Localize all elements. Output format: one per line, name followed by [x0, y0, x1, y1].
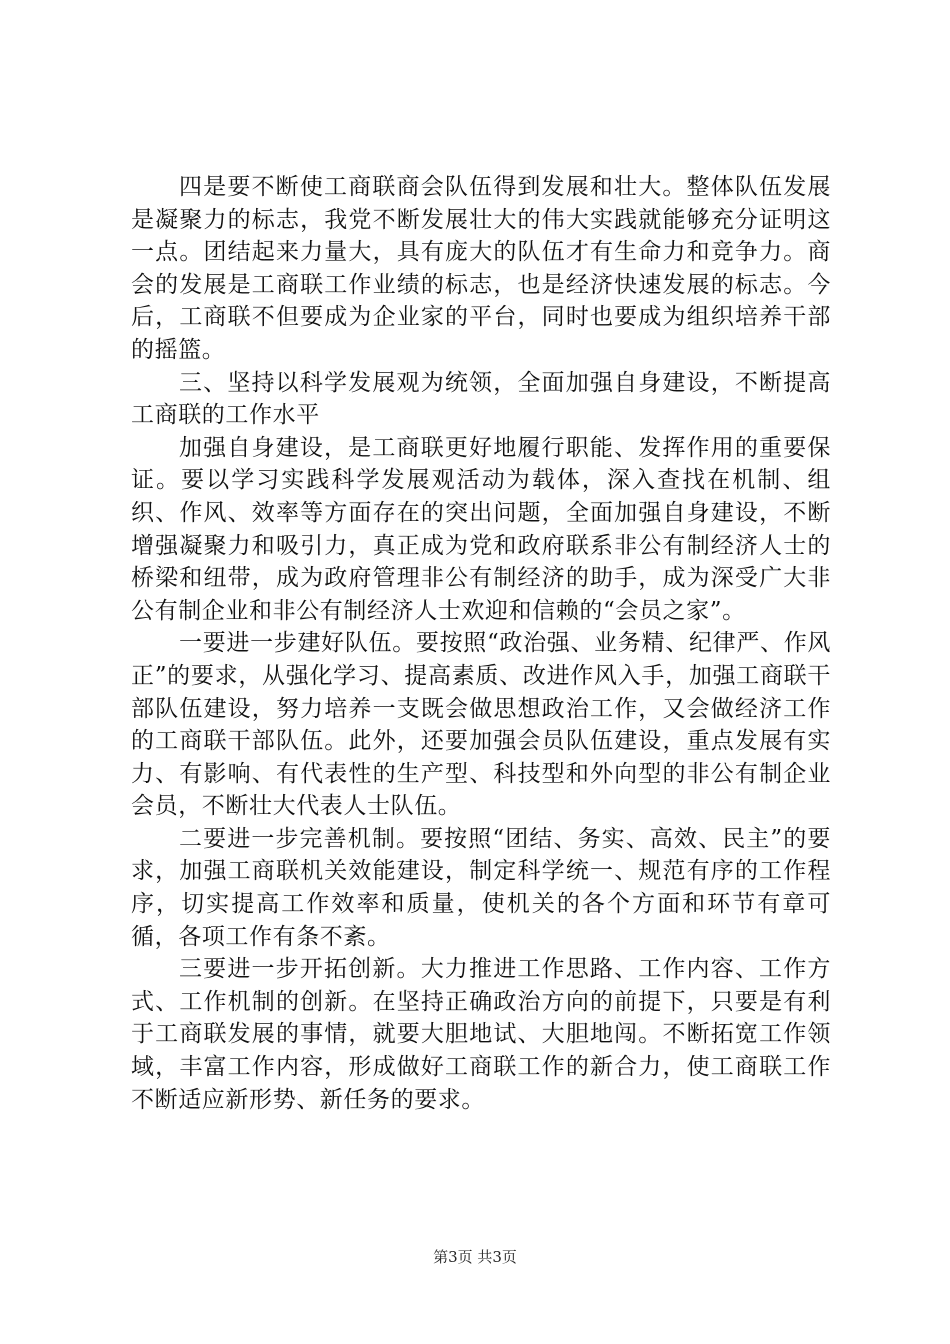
page-number-footer: 第3页 共3页 [433, 1248, 517, 1266]
section-heading-three: 三、坚持以科学发展观为统领，全面加强自身建设，不断提高工商联的工作水平 [131, 369, 831, 429]
paragraph-innovation: 三要进一步开拓创新。大力推进工作思路、工作内容、工作方式、工作机制的创新。在坚持正确政治方向的前提下，只要是有利于工商联发展的事情，就要大胆地试、大胆地闯。不断拓宽工作领域，丰富工作内容，形成做好工商联工作的新合力，使工商联工作不断适应新形势、新任务的要求。 [131, 956, 831, 1113]
paragraph-self-building: 加强自身建设，是工商联更好地履行职能、发挥作用的重要保证。要以学习实践科学发展观活动为载体，深入查找在机制、组织、作风、效率等方面存在的突出问题，全面加强自身建设，不断增强凝聚力和吸引力，真正成为党和政府联系非公有制经济人士的桥梁和纽带，成为政府管理非公有制经济的助手，成为深受广大非公有制企业和非公有制经济人士欢迎和信赖的“会员之家”。 [131, 434, 831, 624]
paragraph-team-growth: 四是要不断使工商联商会队伍得到发展和壮大。整体队伍发展是凝聚力的标志，我党不断发展壮大的伟大实践就能够充分证明这一点。团结起来力量大，具有庞大的队伍才有生命力和竞争力。商会的发展是工商联工作业绩的标志，也是经济快速发展的标志。今后，工商联不但要成为企业家的平台，同时也要成为组织培养干部的摇篮。 [131, 174, 831, 363]
document-body [131, 171, 831, 1116]
paragraph-build-team: 一要进一步建好队伍。要按照“政治强、业务精、纪律严、作风正”的要求，从强化学习、提高素质、改进作风入手，加强工商联干部队伍建设，努力培养一支既会做思想政治工作，又会做经济工作的工商联干部队伍。此外，还要加强会员队伍建设，重点发展有实力、有影响、有代表性的生产型、科技型和外向型的非公有制企业会员，不断壮大代表人士队伍。 [131, 630, 831, 820]
paragraph-improve-mechanism: 二要进一步完善机制。要按照“团结、务实、高效、民主”的要求，加强工商联机关效能建设，制定科学统一、规范有序的工作程序，切实提高工作效率和质量，使机关的各个方面和环节有章可循，各项工作有条不紊。 [131, 825, 831, 950]
